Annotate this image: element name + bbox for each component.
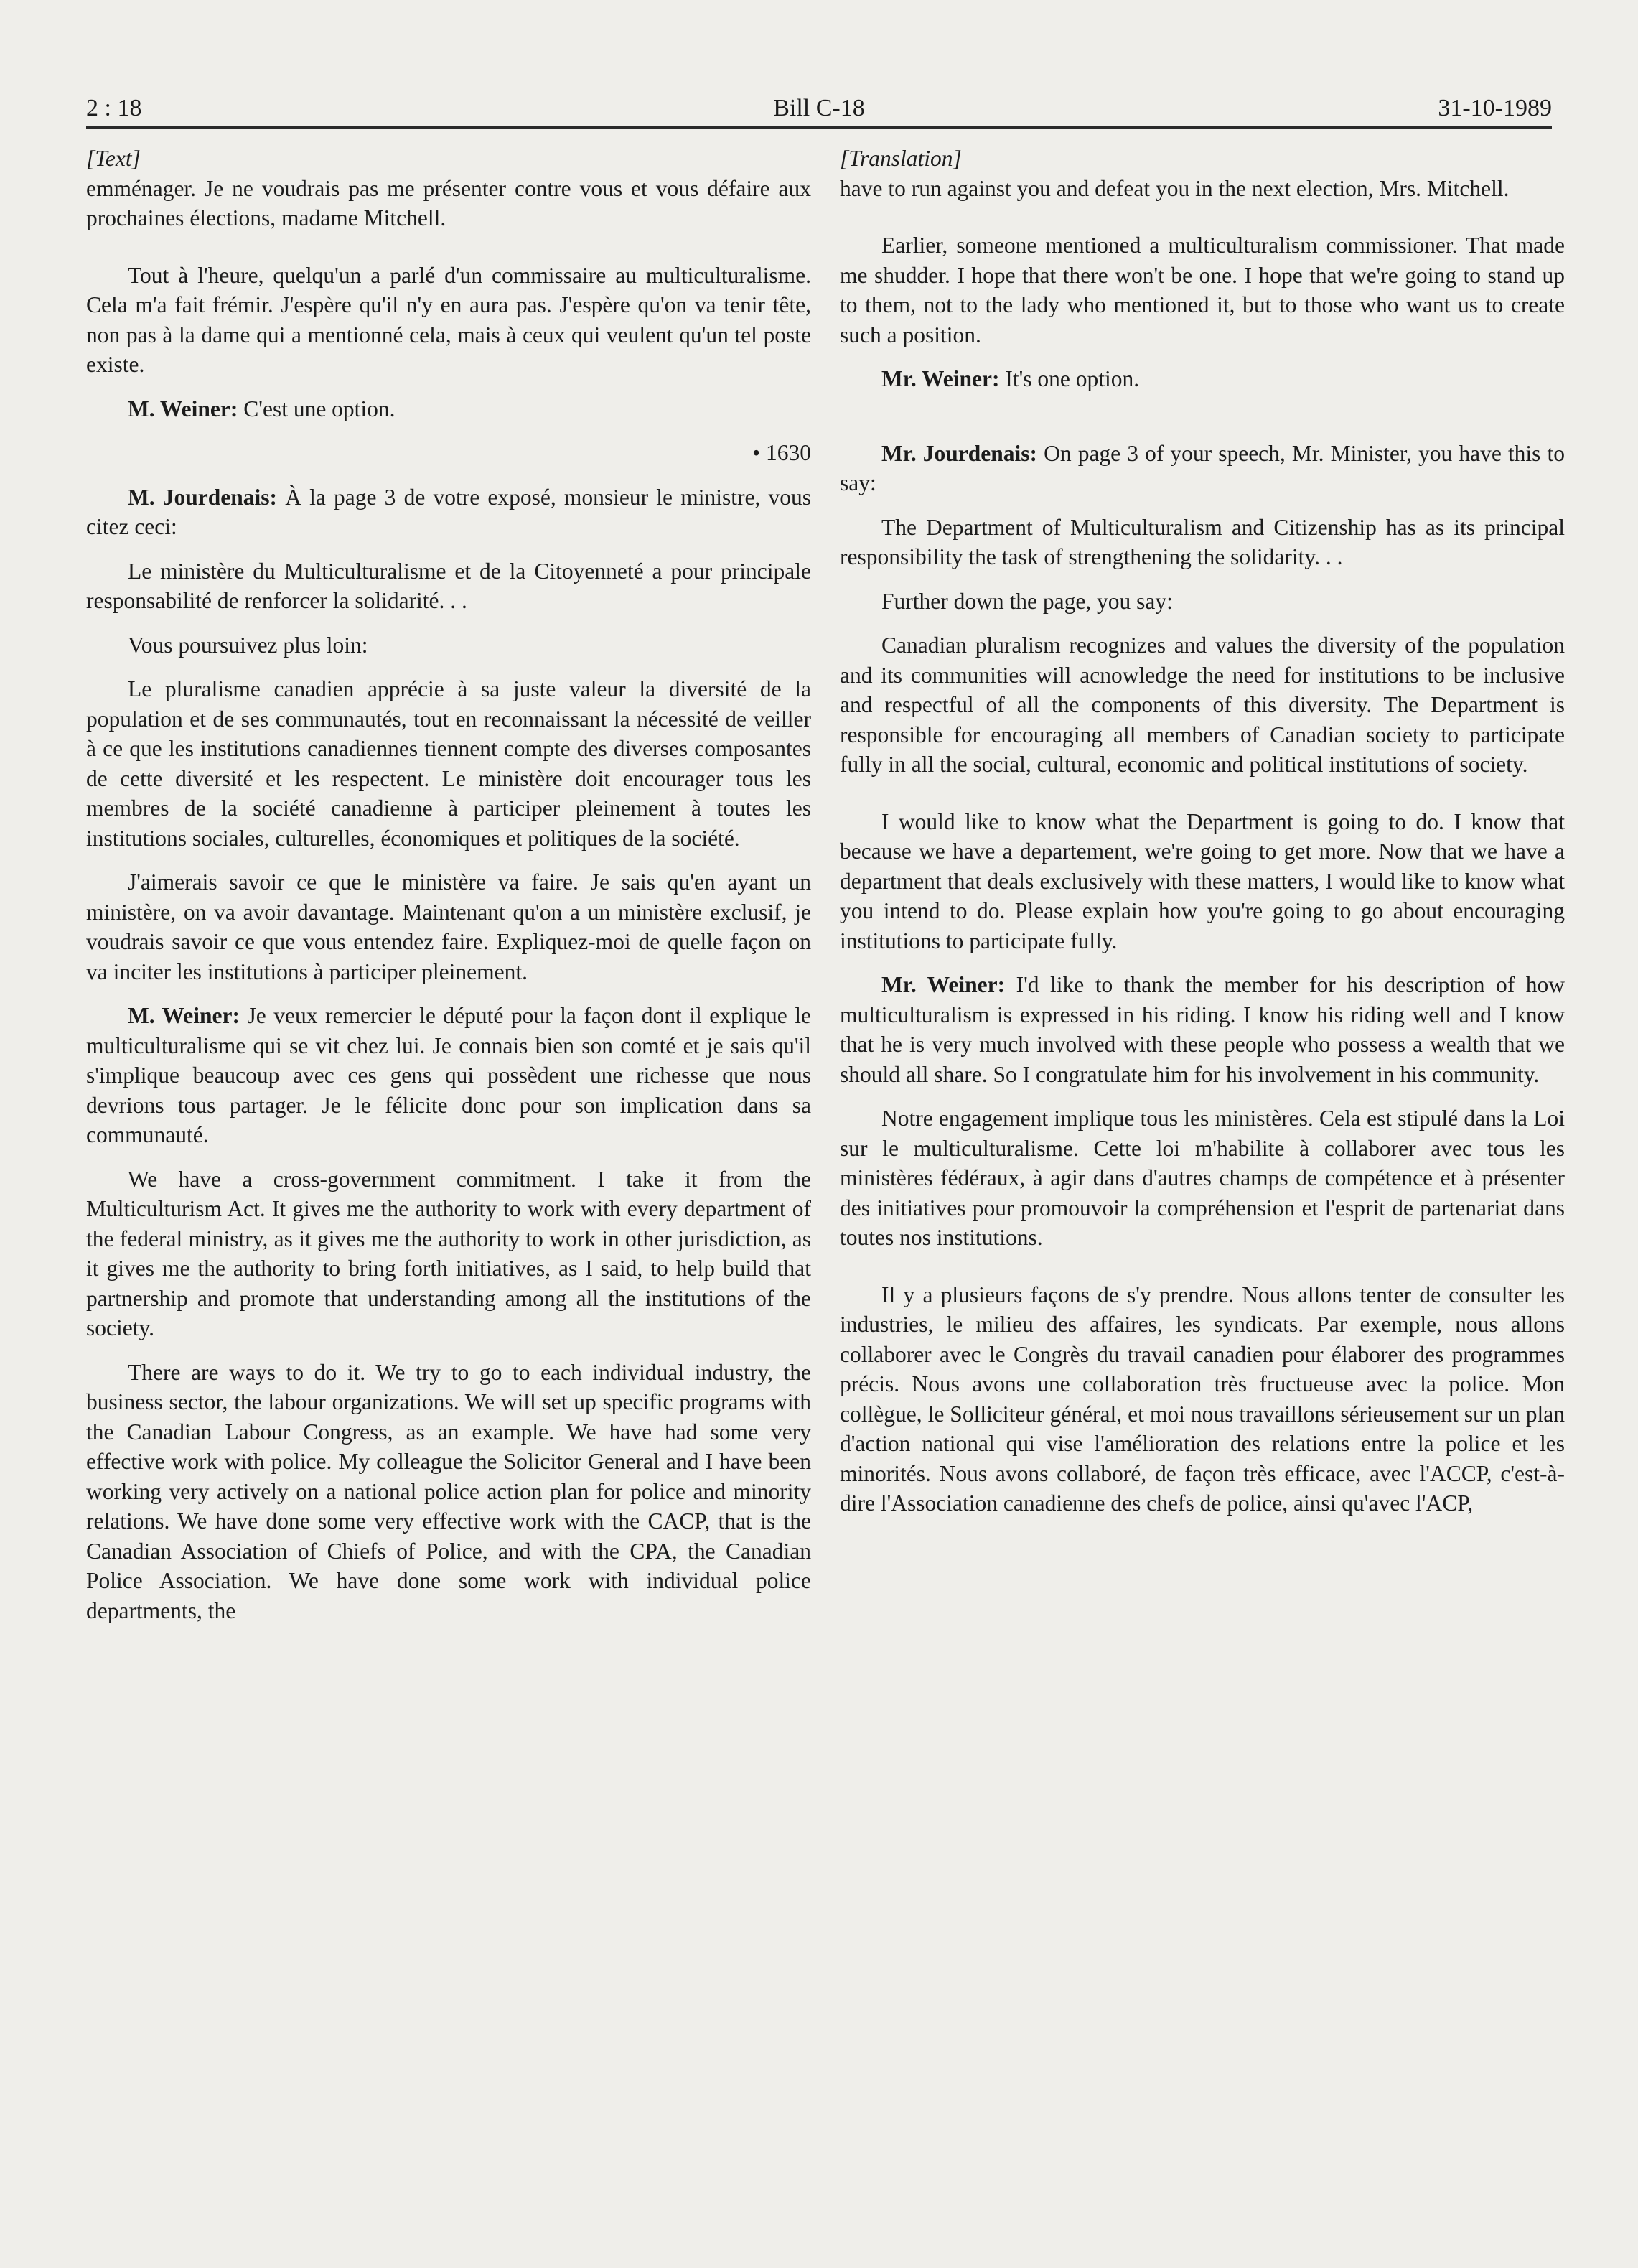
speech — [86, 394, 811, 424]
paragraph: Il y a plusieurs façons de s'y prendre. Nous allons tenter de consulter les industries, le milieu des affaires, les syndicats. Par exemple, nous allons collaborer avec le Congrès du travail canadien pour élaborer des programmes précis. Nous avons une collaboration très fructueuse avec la police. Mon collègue, le Solliciteur général, et moi nous travaillons sérieusement sur un plan d'action national qui vise l'amélioration des relations entre la police et les minorités. Nous avons collaboré, de façon très efficace, avec l'ACCP, c'est-à-dire l'Association canadienne des chefs de police, ainsi qu'avec l'ACP, — [840, 1282, 1565, 1516]
page-header — [86, 89, 1552, 129]
paragraph: I would like to know what the Department is going to do. I know that because we have a departement, we're going to get more. Now that we have a department that deals exclusively with these matters, I would like to know what you intend to do. Please explain how you're going to go about encouraging institutions to participate fully. — [840, 808, 1565, 953]
speaker-name: Mr. Weiner: — [881, 366, 1000, 391]
quotation: Le pluralisme canadien apprécie à sa juste valeur la diversité de la population et de ses communautés, tout en reconnaissant la nécessité de veiller à ce que les institutions canadiennes tiennent compte des diverses composantes de cette diversité et les respectent. Le ministère doit encourager tous les membres de la société canadienne à participer pleinement à toutes les institutions sociales, culturelles, économiques et politiques de la société. — [86, 676, 811, 851]
paragraph: emménager. Je ne voudrais pas me présenter contre vous et vous défaire aux prochaines élections, madame Mitchell. — [86, 175, 811, 230]
time-marker: • 1630 — [752, 440, 811, 465]
speaker-name: Mr. Weiner: — [881, 972, 1006, 997]
speech-text: On page 3 of your speech, Mr. Minister, you have this to say: — [840, 440, 1565, 495]
paragraph: J'aimerais savoir ce que le ministère va faire. Je sais qu'en ayant un ministère, on va avoir davantage. Maintenant qu'on a un ministère exclusif, je voudrais savoir ce que vous entendez faire. Expliquez-moi de quelle façon on va inciter les institutions à participer pleinement. — [86, 869, 811, 984]
paragraph: Earlier, someone mentioned a multiculturalism commissioner. That made me shudder. I hope that there won't be one. I hope that we're going to stand up to them, not to the lady who mentioned it, but to those who want us to create such a position. — [840, 233, 1565, 347]
quotation: The Department of Multiculturalism and Citizenship has as its principal responsibility the task of strengthening the solidarity. . . — [840, 514, 1565, 569]
bill-title: Bill C-18 — [773, 95, 865, 121]
speaker-name: M. Weiner: — [128, 1003, 240, 1028]
speech-text: Je veux remercier le député pour la façon dont il explique le multiculturalisme qui se vit chez lui. Je connais bien son comté et je sais qu'il s'implique beaucoup avec ces gens qui possèdent une richesse que nous devrions tous partager. Je le félicite donc pour son implication dans sa communauté. — [86, 1003, 811, 1147]
speech — [86, 482, 811, 542]
speech — [840, 439, 1565, 498]
paragraph: Notre engagement implique tous les ministères. Cela est stipulé dans la Loi sur le multiculturalisme. Cette loi m'habilite à collaborer avec tous les ministères fédéraux, à agir dans d'autres champs de compétence et à présenter des initiatives pour promouvoir la compréhension et l'esprit de partenariat dans toutes nos institutions. — [840, 1106, 1565, 1250]
page-number: 2 : 18 — [86, 95, 142, 121]
paragraph: Further down the page, you say: — [881, 588, 1173, 614]
page-date: 31-10-1989 — [1438, 95, 1552, 121]
speech — [840, 970, 1565, 1089]
speaker-name: Mr. Jourdenais: — [881, 440, 1038, 466]
translation-label: [Translation] — [840, 146, 962, 171]
speech-text: À la page 3 de votre exposé, monsieur le ministre, vous citez ceci: — [86, 484, 811, 539]
right-column — [840, 144, 1565, 1518]
speech-text: C'est une option. — [238, 396, 396, 421]
speech-text: I'd like to thank the member for his description of how multiculturalism is expressed in his riding. I know his riding well and I know that he is very much involved with these people who possess a wealth that we should all share. So I congratulate him for his involvement in his community. — [840, 972, 1565, 1087]
paragraph: Vous poursuivez plus loin: — [128, 632, 368, 658]
paragraph: There are ways to do it. We try to go to each individual industry, the business sector, the labour organizations. We will set up specific programs with the Canadian Labour Congress, as an example. We have had some very effective work with police. My colleague the Solicitor General and I have been working very actively on a national police action plan for police and minority relations. We have done some very effective work with the CACP, that is the Canadian Association of Chiefs of Police, and with the CPA, the Canadian Police Association. We have done some work with individual police departments, the — [86, 1359, 811, 1623]
speaker-name: M. Weiner: — [128, 396, 238, 421]
text-label: [Text] — [86, 146, 141, 171]
paragraph: have to run against you and defeat you in the next election, Mrs. Mitchell. — [840, 175, 1510, 201]
speech-text: It's one option. — [999, 366, 1140, 391]
paragraph: Tout à l'heure, quelqu'un a parlé d'un commissaire au multiculturalisme. Cela m'a fait frémir. J'espère qu'il n'y en aura pas. J'espère qu'on va tenir tête, non pas à la dame qui a mentionné cela, mais à ceux qui veulent qu'un tel poste existe. — [86, 262, 811, 377]
quotation: Le ministère du Multiculturalisme et de la Citoyenneté a pour principale responsabilité de renforcer la solidarité. . . — [86, 558, 811, 613]
left-column — [86, 144, 811, 1625]
paragraph: We have a cross-government commitment. I take it from the Multiculturism Act. It gives me the authority to work with every department of the federal ministry, as it gives me the authority to work in other jurisdiction, as it gives me the authority to bring forth initiatives, as I said, to help build that partnership and promote that understanding among all the institutions of the society. — [86, 1166, 811, 1340]
speech — [86, 1001, 811, 1150]
speaker-name: M. Jourdenais: — [128, 484, 278, 510]
quotation: Canadian pluralism recognizes and values the diversity of the population and its communities will acnowledge the need for institutions to be inclusive and respectful of all the components of this diversity. The Department is responsible for encouraging all members of Canadian society to participate fully in all the social, cultural, economic and political institutions of society. — [840, 633, 1565, 777]
speech — [840, 364, 1565, 394]
